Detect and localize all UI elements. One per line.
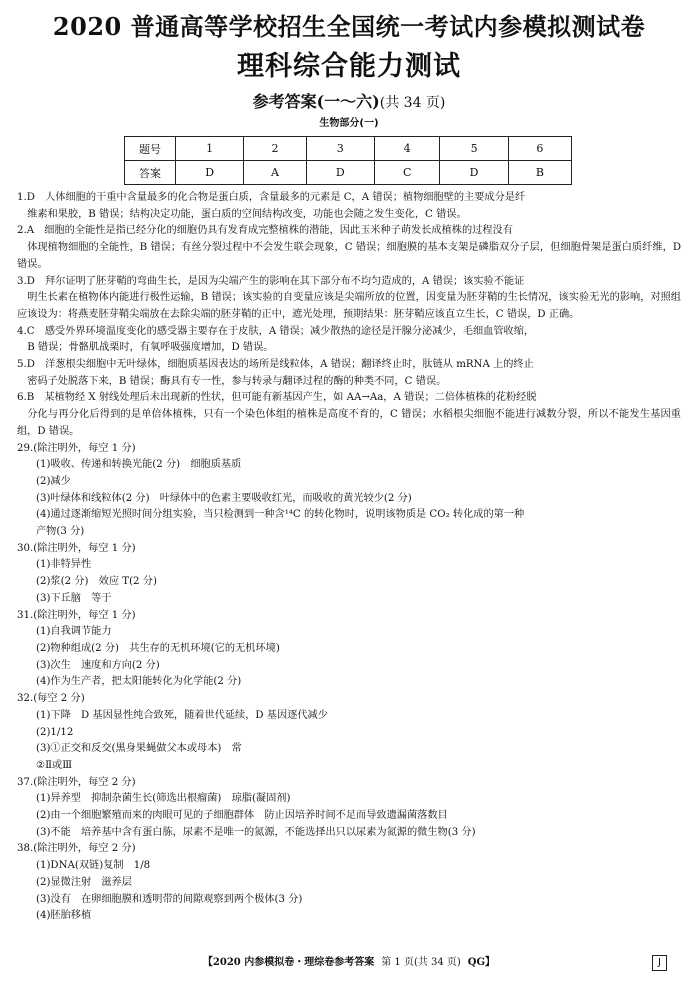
question-cell: 1 <box>176 137 244 161</box>
answer-line: (1)吸收、传递和转换光能(2 分) 细胞质基质 <box>36 459 242 471</box>
subject-title: 理科综合能力测试 <box>237 51 461 82</box>
answer-line: (3)没有 在卵细胞膜和透明带的间隙观察到两个极体(3 分) <box>36 893 303 905</box>
mc-explanation: 4.C 感受外界环境温度变化的感受器主要存在于皮肤，A 错误；减少散热的途径是汗腺分泌减少，毛细血管收缩， B 错误；骨骼肌战栗时，有氧呼吸强度增加，D 错误。 <box>17 325 535 354</box>
mc-explanation: 1.D 人体细胞的干重中含量最多的化合物是蛋白质，含量最多的元素是 C，A 错误；植物细胞壁的主要成分是纤 维素和果胶，B 错误；结构决定功能，蛋白质的空间结构改变，功能也会随之发生变化，C 错误。 <box>17 192 526 220</box>
question-cell: 5 <box>440 137 508 161</box>
answer-cell: A <box>244 161 306 185</box>
page-count: (共 34 页) <box>379 95 446 111</box>
answer-line: (3)叶绿体和线粒体(2 分) 叶绿体中的色素主要吸收红光，而吸收的黄光较少(2 分) <box>36 492 412 504</box>
question-38-heading: 38.(除注明外，每空 2 分) <box>17 843 136 855</box>
answer-line: (4)通过逐渐缩短光照时间分组实验，当只检测到一种含¹⁴C 的转化物时，说明该物质是 CO₂ 转化成的第一种 <box>36 509 525 521</box>
answer-line: ②Ⅱ或Ⅲ <box>36 759 73 771</box>
answer-content <box>17 190 681 925</box>
mc-explanation: 6.B 某植物经 X 射线处理后未出现新的性状，但可能有新基因产生，如 AA→Aa，A 错误；二倍体植株的花粉经脱 分化与再分化后得到的是单倍体植株，只有一个染色体组的植株是高度不育的，C 错误；水稻根尖细胞不能进行减数分裂，所以不能发生基因重组，D 错误。 <box>17 392 681 437</box>
mc-explanation: 5.D 洋葱根尖细胞中无叶绿体，细胞质基因表达的场所是线粒体，A 错误；翻译终止时，肽链从 mRNA 上的终止 密码子处脱落下来，B 错误；酶具有专一性，参与转录与翻译过程的酶的种类不同，C 错误。 <box>17 359 534 387</box>
question-37-heading: 37.(除注明外，每空 2 分) <box>17 776 136 788</box>
mc-explanation: 2.A 细胞的全能性是指已经分化的细胞仍具有发育成完整植株的潜能，因此玉米种子萌发长成植株的过程没有 体现植物细胞的全能性，B 错误；有丝分裂过程中不会发生联会现象，C 错误；细胞膜的基本支架是磷脂双分子层，但细胞骨架是蛋白质纤维，D 错误。 <box>17 225 681 270</box>
footer-page: 第 1 页(共 34 页) <box>381 957 461 968</box>
answer-line: (1)下降 D 基因显性纯合致死，随着世代延续，D 基因逐代减少 <box>36 709 328 721</box>
question-32-heading: 32.(每空 2 分) <box>17 693 85 705</box>
row-label-answer: 答案 <box>125 161 176 185</box>
answer-cell: B <box>508 161 571 185</box>
answer-line: (3)次生 速度和方向(2 分) <box>36 659 160 671</box>
section-title: 生物部分(一) <box>319 118 379 129</box>
answer-line: (4)作为生产者，把太阳能转化为化学能(2 分) <box>36 676 242 688</box>
question-30-heading: 30.(除注明外，每空 1 分) <box>17 542 136 554</box>
answer-line: (1)非特异性 <box>36 559 92 571</box>
answer-cell: D <box>306 161 374 185</box>
answer-line: 产物(3 分) <box>36 526 85 538</box>
question-cell: 6 <box>508 137 571 161</box>
answer-line: (2)减少 <box>36 475 71 487</box>
question-cell: 4 <box>374 137 440 161</box>
footer-code: QG】 <box>467 957 496 968</box>
answer-table <box>124 136 572 185</box>
answer-line: (2)浆(2 分) 效应 T(2 分) <box>36 576 157 588</box>
answer-cell: C <box>374 161 440 185</box>
answer-line: (4)胚胎移植 <box>36 910 92 922</box>
answer-line: (3)下丘脑 等于 <box>36 592 112 604</box>
answer-line: (2)物种组成(2 分) 共生存的无机环境(它的无机环境) <box>36 642 280 654</box>
answer-line: (3)①正交和反交(黑身果蝇做父本或母本) 常 <box>36 743 242 755</box>
answer-cell: D <box>440 161 508 185</box>
answer-line: (2)显微注射 滋养层 <box>36 876 132 888</box>
answer-line: (2)由一个细胞繁殖而来的肉眼可见的子细胞群体 防止因培养时间不足而导致遗漏菌落数目 <box>36 810 448 822</box>
table-row-answers <box>125 161 572 185</box>
exam-title: 2020 普通高等学校招生全国统一考试内参模拟测试卷 <box>52 12 646 41</box>
answer-line: (3)不能 培养基中含有蛋白胨，尿素不是唯一的氮源，不能选择出只以尿素为氮源的微生物(3 分) <box>36 826 476 838</box>
answer-heading <box>0 91 698 114</box>
page-footer <box>0 956 698 970</box>
answer-line: (1)DNA(双链)复制 1/8 <box>36 860 151 872</box>
answer-cell: D <box>176 161 244 185</box>
question-cell: 3 <box>306 137 374 161</box>
question-31-heading: 31.(除注明外，每空 1 分) <box>17 609 136 621</box>
answer-line: (1)异养型 抑制杂菌生长(筛选出根瘤菌) 琼脂(凝固剂) <box>36 793 291 805</box>
answer-label: 参考答案(一～六) <box>252 92 380 111</box>
question-29-heading: 29.(除注明外，每空 1 分) <box>17 442 136 454</box>
footer-title: 【2020 内参模拟卷・理综卷参考答案 <box>202 957 375 968</box>
question-cell: 2 <box>244 137 306 161</box>
table-row-questions <box>125 137 572 161</box>
version-box: J <box>652 955 667 971</box>
answer-line: (2)1/12 <box>36 726 74 738</box>
mc-explanation: 3.D 拜尔证明了胚芽鞘的弯曲生长，是因为尖端产生的影响在其下部分布不均匀造成的，A 错误；该实验不能证 明生长素在植物体内能进行极性运输，B 错误；该实验的自变量应该是尖端所放的位置，因变量为胚芽鞘的生长情况，该实验无光的影响，对照组应该设为：将燕麦胚芽鞘尖端放在去除尖端的胚芽鞘的正中，遮光处理，预期结果：胚芽鞘应该直立生长，C 错误，D 正确。 <box>17 275 681 320</box>
answer-line: (1)自我调节能力 <box>36 626 112 638</box>
row-label-question: 题号 <box>125 137 176 161</box>
